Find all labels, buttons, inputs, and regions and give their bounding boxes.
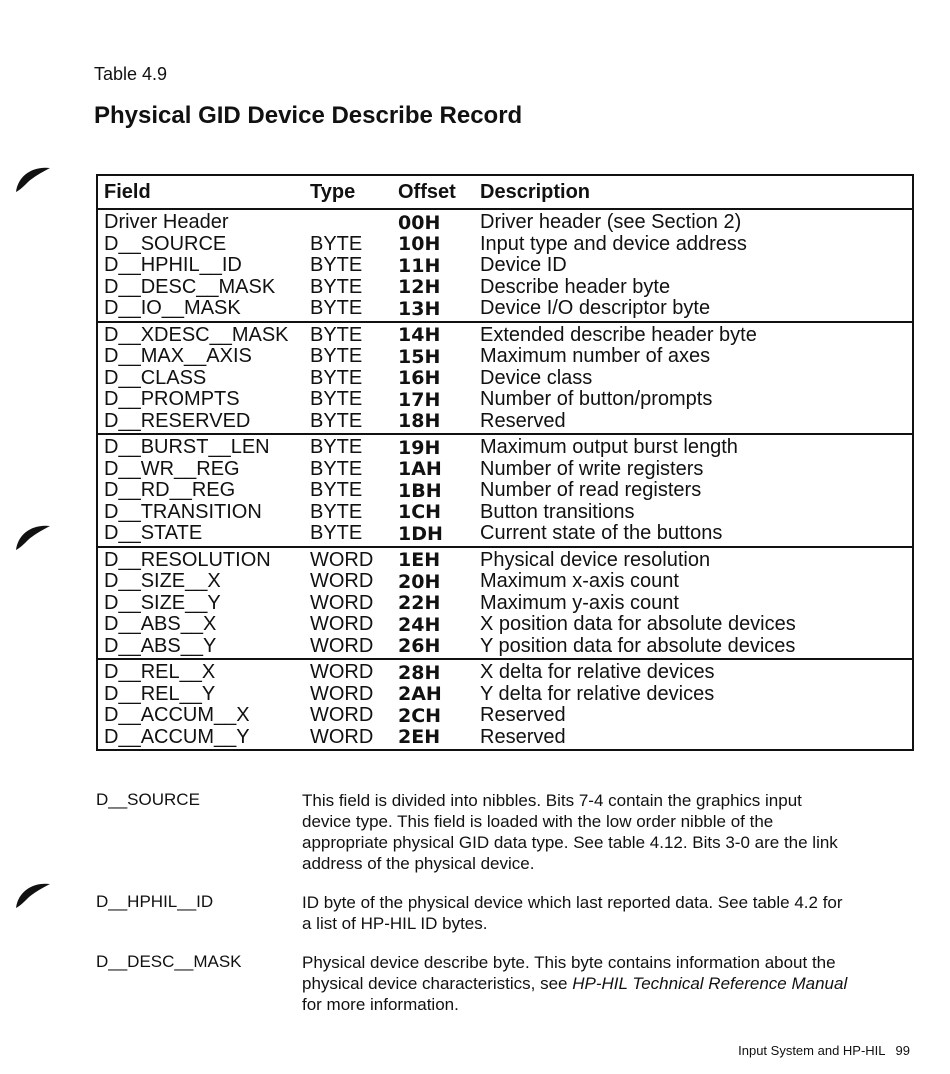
- table-row: [98, 636, 912, 658]
- field-definitions: [96, 790, 906, 1033]
- cell-type: BYTE: [310, 323, 363, 346]
- table-row: [98, 459, 912, 481]
- cell-offset: 15H: [398, 345, 441, 368]
- table-row: [98, 368, 912, 390]
- cell-field: D__XDESC__MASK: [104, 323, 289, 346]
- cell-type: WORD: [310, 682, 374, 705]
- cell-type: BYTE: [310, 297, 363, 320]
- table-title: Physical GID Device Describe Record: [94, 102, 523, 129]
- cell-description: Reserved: [480, 409, 566, 432]
- cell-description: Reserved: [480, 704, 566, 727]
- header-type: Type: [310, 180, 356, 203]
- cell-type: BYTE: [310, 500, 363, 523]
- cell-field: D__TRANSITION: [104, 500, 262, 523]
- cell-type: BYTE: [310, 345, 363, 368]
- cell-type: BYTE: [310, 275, 363, 298]
- margin-mark-icon: [14, 522, 58, 552]
- cell-offset: 2CH: [398, 704, 442, 727]
- cell-description: Number of write registers: [480, 457, 704, 480]
- header-description: Description: [480, 180, 591, 203]
- cell-field: D__SIZE__Y: [104, 591, 221, 614]
- cell-offset: 22H: [398, 592, 441, 615]
- header-offset: Offset: [398, 180, 456, 203]
- cell-description: Maximum y-axis count: [480, 591, 679, 614]
- cell-description: Input type and device address: [480, 232, 747, 255]
- table-row: [98, 411, 912, 433]
- definition-line: [302, 994, 906, 1015]
- definition-text: Physical device describe byte. This byte contains information about the: [302, 953, 836, 972]
- table-row: [98, 298, 912, 320]
- cell-type: WORD: [310, 661, 374, 684]
- definition-line: appropriate physical GID data type. See table 4.12. Bits 3-0 are the link: [302, 833, 838, 852]
- table-row: [98, 389, 912, 411]
- cell-type: WORD: [310, 704, 374, 727]
- table-row: [98, 437, 912, 459]
- table-row: [98, 346, 912, 368]
- cell-description: Reserved: [480, 725, 566, 748]
- table-row: [98, 502, 912, 524]
- cell-offset: 2EH: [398, 726, 441, 749]
- cell-type: WORD: [310, 570, 374, 593]
- definition-term: D__HPHIL__ID: [96, 892, 214, 911]
- table-body: [98, 210, 912, 749]
- cell-field: D__IO__MASK: [104, 297, 241, 320]
- cell-field: D__RESERVED: [104, 409, 251, 432]
- cell-field: D__RESOLUTION: [104, 548, 271, 571]
- cell-field: D__WR__REG: [104, 457, 240, 480]
- cell-type: BYTE: [310, 254, 363, 277]
- table-row: [98, 255, 912, 277]
- table-row: [98, 480, 912, 502]
- definition-line: [302, 973, 906, 994]
- cell-description: Maximum x-axis count: [480, 570, 679, 593]
- cell-offset: 1CH: [398, 501, 442, 524]
- cell-field: D__STATE: [104, 522, 203, 545]
- definition-item: [96, 952, 906, 1015]
- cell-offset: 1EH: [398, 549, 441, 572]
- cell-field: D__DESC__MASK: [104, 275, 276, 298]
- cell-offset: 2AH: [398, 683, 442, 706]
- cell-offset: 1AH: [398, 458, 442, 481]
- table-label: Table 4.9: [94, 64, 168, 84]
- cell-field: D__REL__X: [104, 661, 216, 684]
- definition-body: [302, 892, 906, 934]
- cell-description: Driver header (see Section 2): [480, 211, 742, 234]
- cell-field: D__ACCUM__X: [104, 704, 250, 727]
- cell-description: Extended describe header byte: [480, 323, 757, 346]
- cell-description: Physical device resolution: [480, 548, 711, 571]
- cell-field: D__REL__Y: [104, 682, 216, 705]
- cell-offset: 00H: [398, 211, 441, 234]
- cell-field: D__SOURCE: [104, 232, 227, 255]
- cell-description: Y position data for absolute devices: [480, 634, 796, 657]
- cell-offset: 20H: [398, 570, 441, 593]
- cell-offset: 1DH: [398, 522, 443, 545]
- row-group: [98, 660, 912, 749]
- table-header: [98, 176, 912, 210]
- cell-offset: 17H: [398, 388, 441, 411]
- table-row: [98, 662, 912, 684]
- cell-description: Current state of the buttons: [480, 522, 723, 545]
- table-row: [98, 550, 912, 572]
- cell-type: BYTE: [310, 366, 363, 389]
- page-footer: [738, 1043, 910, 1058]
- cell-offset: 19H: [398, 436, 441, 459]
- cell-offset: 18H: [398, 410, 441, 433]
- definition-term: D__DESC__MASK: [96, 952, 242, 971]
- definition-line: device type. This field is loaded with the low order nibble of the: [302, 812, 774, 831]
- table-row: [98, 727, 912, 749]
- table-row: [98, 705, 912, 727]
- definition-term: D__SOURCE: [96, 790, 200, 809]
- row-group: [98, 323, 912, 436]
- cell-type: WORD: [310, 591, 374, 614]
- row-group: [98, 435, 912, 548]
- cell-offset: 24H: [398, 613, 441, 636]
- cell-description: X delta for relative devices: [480, 661, 715, 684]
- cell-description: Device I/O descriptor byte: [480, 297, 711, 320]
- definition-line: a list of HP-HIL ID bytes.: [302, 914, 488, 933]
- cell-type: BYTE: [310, 522, 363, 545]
- definition-text: for more information.: [302, 995, 459, 1014]
- cell-type: BYTE: [310, 232, 363, 255]
- cell-field: D__SIZE__X: [104, 570, 221, 593]
- cell-description: Device ID: [480, 254, 567, 277]
- definition-line: ID byte of the physical device which last reported data. See table 4.2 for: [302, 893, 843, 912]
- cell-offset: 1BH: [398, 479, 442, 502]
- table-row: [98, 325, 912, 347]
- cell-field: D__CLASS: [104, 366, 207, 389]
- cell-type: BYTE: [310, 388, 363, 411]
- cell-offset: 12H: [398, 276, 441, 299]
- cell-type: WORD: [310, 548, 374, 571]
- cell-field: D__ABS__Y: [104, 634, 217, 657]
- table-row: [98, 684, 912, 706]
- cell-description: Device class: [480, 366, 593, 389]
- cell-offset: 14H: [398, 324, 441, 347]
- cell-offset: 11H: [398, 254, 441, 277]
- cell-field: D__BURST__LEN: [104, 436, 270, 459]
- cell-type: WORD: [310, 613, 374, 636]
- table-row: [98, 593, 912, 615]
- cell-offset: 28H: [398, 661, 441, 684]
- manual-title: HP-HIL Technical Reference Manual: [572, 974, 848, 993]
- margin-mark-icon: [14, 880, 58, 910]
- cell-description: Maximum output burst length: [480, 436, 738, 459]
- cell-field: Driver Header: [104, 211, 229, 234]
- definition-line: address of the physical device.: [302, 854, 535, 873]
- cell-description: Number of read registers: [480, 479, 702, 502]
- definition-line: This field is divided into nibbles. Bits 7-4 contain the graphics input: [302, 791, 802, 810]
- cell-type: WORD: [310, 634, 374, 657]
- cell-field: D__PROMPTS: [104, 388, 240, 411]
- cell-description: Button transitions: [480, 500, 635, 523]
- definition-body: [302, 952, 906, 1015]
- table-row: [98, 614, 912, 636]
- cell-description: Number of button/prompts: [480, 388, 713, 411]
- cell-field: D__HPHIL__ID: [104, 254, 242, 277]
- cell-offset: 10H: [398, 233, 441, 256]
- margin-mark-icon: [14, 164, 58, 194]
- cell-field: D__ABS__X: [104, 613, 217, 636]
- definition-item: [96, 790, 906, 874]
- cell-description: Describe header byte: [480, 275, 671, 298]
- cell-description: Maximum number of axes: [480, 345, 711, 368]
- cell-offset: 26H: [398, 635, 441, 658]
- table-row: [98, 234, 912, 256]
- cell-type: BYTE: [310, 479, 363, 502]
- definition-line: [302, 952, 906, 973]
- cell-type: BYTE: [310, 457, 363, 480]
- cell-field: D__RD__REG: [104, 479, 236, 502]
- cell-offset: 13H: [398, 297, 441, 320]
- definition-item: [96, 892, 906, 934]
- cell-description: Y delta for relative devices: [480, 682, 715, 705]
- describe-record-table: [96, 174, 914, 751]
- table-row: [98, 277, 912, 299]
- table-row: [98, 523, 912, 545]
- definition-text: physical device characteristics, see: [302, 974, 573, 993]
- row-group: [98, 548, 912, 661]
- cell-type: WORD: [310, 725, 374, 748]
- definition-body: [302, 790, 906, 874]
- cell-field: D__ACCUM__Y: [104, 725, 250, 748]
- cell-type: BYTE: [310, 436, 363, 459]
- cell-field: D__MAX__AXIS: [104, 345, 252, 368]
- cell-offset: 16H: [398, 367, 441, 390]
- footer-section: Input System and HP-HIL: [738, 1043, 886, 1058]
- page-number: 99: [895, 1043, 910, 1058]
- table-row: [98, 571, 912, 593]
- row-group: [98, 210, 912, 323]
- header-field: Field: [104, 180, 151, 203]
- cell-type: BYTE: [310, 409, 363, 432]
- table-row: [98, 212, 912, 234]
- cell-description: X position data for absolute devices: [480, 613, 796, 636]
